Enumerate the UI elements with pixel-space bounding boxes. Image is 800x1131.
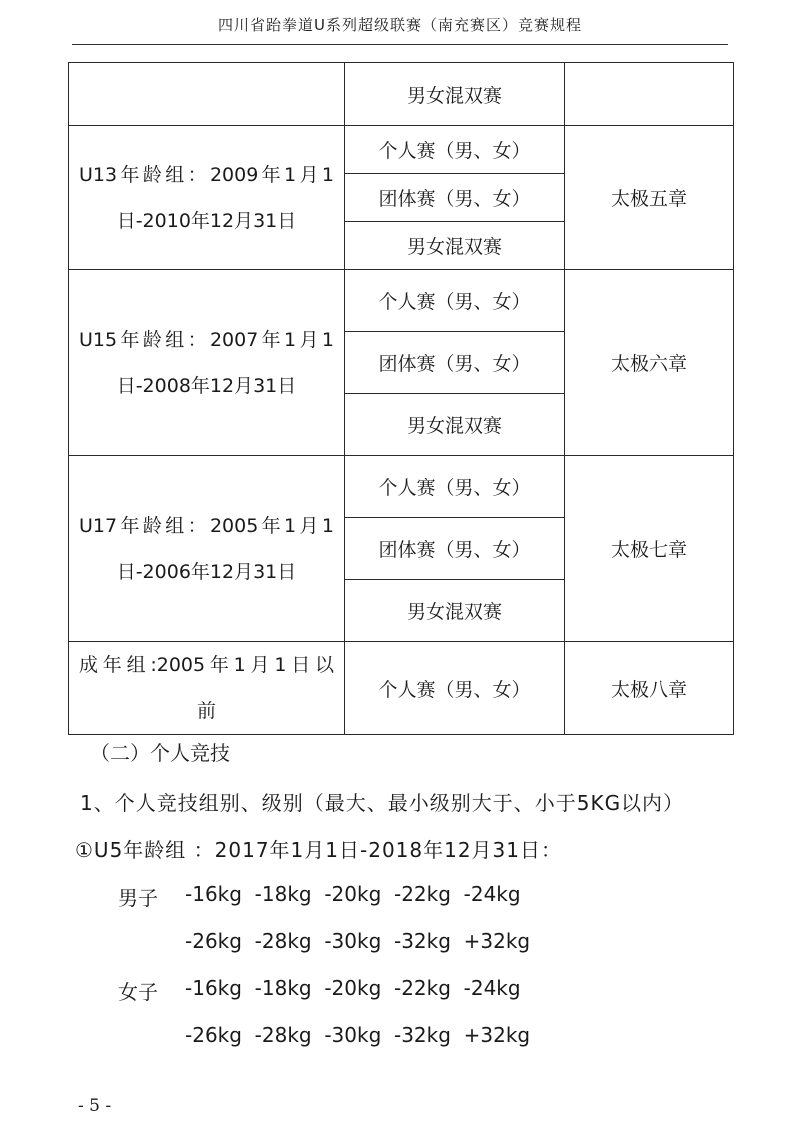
- male-label: 男子: [118, 886, 158, 910]
- age-group-line1: U17年龄组：2005年1月1: [79, 514, 334, 537]
- table-row: [69, 270, 734, 332]
- female-weights-row1: -16kg -18kg -20kg -22kg -24kg: [185, 976, 521, 1000]
- pattern-cell: 太极八章: [565, 642, 734, 735]
- item-title: 1、个人竞技组别、级别（最大、最小级别大于、小于5KG以内）: [80, 791, 685, 815]
- age-group-line2: 日-2008年12月31日: [116, 374, 297, 397]
- event-cell: 团体赛（男、女）: [345, 174, 565, 222]
- event-cell: 男女混双赛: [345, 63, 565, 126]
- event-cell: 个人赛（男、女）: [345, 270, 565, 332]
- event-cell: 个人赛（男、女）: [345, 456, 565, 518]
- event-cell: 团体赛（男、女）: [345, 518, 565, 580]
- section-title: （二）个人竞技: [90, 741, 230, 765]
- event-cell: 男女混双赛: [345, 580, 565, 642]
- competition-table: [68, 62, 734, 735]
- female-weights-row2: -26kg -28kg -30kg -32kg +32kg: [185, 1023, 531, 1047]
- document-header-title: 四川省跆拳道U系列超级联赛（南充赛区）竞赛规程: [218, 16, 582, 34]
- pattern-cell: 太极七章: [565, 456, 734, 642]
- table-row: [69, 456, 734, 518]
- age-group-heading: ①U5年龄组 ：2017年1月1日-2018年12月31日：: [75, 838, 563, 862]
- female-label: 女子: [118, 980, 158, 1004]
- male-weights-row1: -16kg -18kg -20kg -22kg -24kg: [185, 882, 521, 906]
- table-row: [69, 63, 734, 126]
- table-row: [69, 126, 734, 174]
- event-cell: 男女混双赛: [345, 222, 565, 270]
- page-number: - 5 -: [78, 1096, 112, 1116]
- age-group-line1: U13年龄组：2009年1月1: [79, 163, 334, 186]
- age-group-cell: [69, 270, 345, 456]
- age-group-line2: 前: [196, 700, 216, 722]
- age-group-line2: 日-2010年12月31日: [116, 209, 297, 232]
- pattern-cell: 太极六章: [565, 270, 734, 456]
- age-group-cell: [69, 126, 345, 270]
- event-cell: 个人赛（男、女）: [345, 126, 565, 174]
- pattern-cell: 太极五章: [565, 126, 734, 270]
- age-group-cell: [69, 456, 345, 642]
- male-weights-row2: -26kg -28kg -30kg -32kg +32kg: [185, 929, 531, 953]
- event-cell: 个人赛（男、女）: [345, 642, 565, 735]
- age-group-cell: [69, 642, 345, 735]
- event-cell: 男女混双赛: [345, 394, 565, 456]
- header-rule: [72, 44, 728, 45]
- event-cell: 团体赛（男、女）: [345, 332, 565, 394]
- table-row: [69, 642, 734, 735]
- age-group-line2: 日-2006年12月31日: [116, 560, 297, 583]
- age-group-line1: U15年龄组：2007年1月1: [79, 328, 334, 351]
- age-group-cell: [69, 63, 345, 126]
- age-group-line1: 成年组:2005年1月1日以: [79, 654, 334, 676]
- pattern-cell: [565, 63, 734, 126]
